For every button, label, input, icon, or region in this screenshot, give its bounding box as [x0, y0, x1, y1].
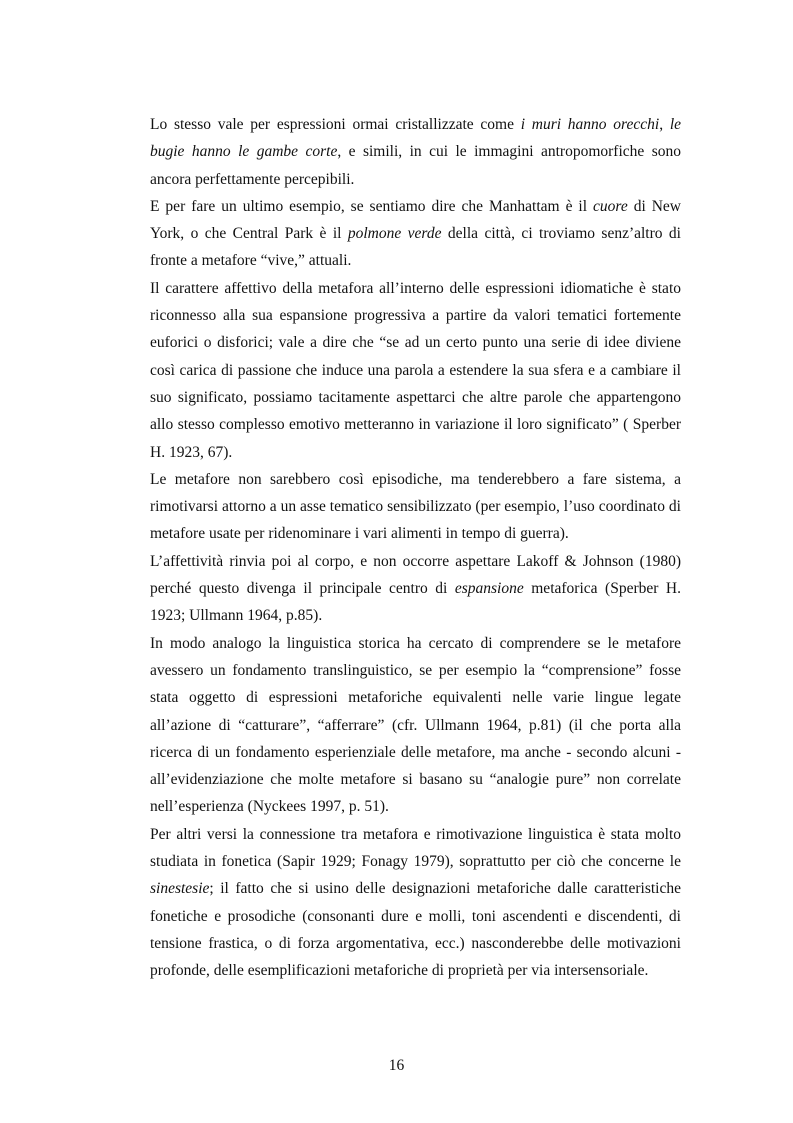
- paragraph-historical-linguistics: [150, 630, 681, 821]
- text-run: ; il fatto che si usino delle designazioni metaforiche dalle caratteristiche fonetiche e prosodiche (consonanti dure e molli, toni ascendenti e discendenti, di tensione frastica, o di forza argomentativa, ecc.) nasconderebbe delle motivazioni profonde, delle esemplificazioni metaforiche di proprietà per via intersensoriale.: [150, 880, 681, 980]
- text-run: L’affettività rinvia poi al corpo, e non occorre aspettare Lakoff & Johnson (1980) perché questo divenga il principale centro di: [150, 552, 681, 598]
- text-run: , e simili, in cui le immagini antropomorfiche sono ancora perfettamente percepibili.: [150, 143, 681, 188]
- text-run: ,: [659, 116, 670, 133]
- italic-run: le bugie hanno le gambe corte: [150, 116, 681, 161]
- document-body: [150, 111, 681, 985]
- text-run: metaforica (Sperber H. 1923; Ullmann 1964, p.85).: [150, 580, 681, 625]
- text-run: Per altri versi la connessione tra metafora e rimotivazione linguistica è stata molto studiata in fonetica (Sapir 1929; Fonagy 1979), soprattutto per ciò che concerne le: [150, 825, 681, 871]
- paragraph-affective-character: [150, 275, 681, 466]
- paragraph-manhattan: [150, 193, 681, 275]
- paragraph-body-expansion: [150, 548, 681, 630]
- paragraph-phonetics: [150, 821, 681, 985]
- text-run: di New York, o che Central Park è il: [150, 197, 681, 243]
- text-run: In modo analogo la linguistica storica ha cercato di comprendere se le metafore avessero un fondamento translinguistico, se per esempio la “comprensione” fosse stata oggetto di espressioni metaforiche equivalenti nelle varie lingue legate all’azione di “catturare”, “afferrare” (cfr. Ullmann 1964, p.81) (il che porta alla ricerca di un fondamento esperienziale delle metafore, ma anche - secondo alcuni - all’evidenziazione che molte metafore si basano su “analogie pure” non correlate nell’esperienza (Nyckees 1997, p. 51).: [150, 634, 681, 816]
- italic-run: espansione: [454, 580, 524, 598]
- text-run: Lo stesso vale per espressioni ormai cristallizzate come: [150, 116, 521, 133]
- text-run: della città, ci troviamo senz’altro di fronte a metafore “vive,” attuali.: [150, 225, 681, 270]
- text-run: Le metafore non sarebbero così episodiche, ma tenderebbero a fare sistema, a rimotivarsi attorno a un asse tematico sensibilizzato (per esempio, l’uso coordinato di metafore usate per ridenominare i vari alimenti in tempo di guerra).: [150, 470, 681, 543]
- italic-run: cuore: [593, 197, 628, 215]
- text-run: E per fare un ultimo esempio, se sentiamo dire che Manhattam è il: [150, 197, 594, 215]
- page-number: 16: [388, 1057, 405, 1074]
- paragraph-thematic-axis: [150, 466, 681, 548]
- italic-run: polmone verde: [347, 225, 442, 243]
- text-run: Il carattere affettivo della metafora all’interno delle espressioni idiomatiche è stato riconnesso alla sua espansione progressiva a partire da valori tematici fortemente euforici o disforici; vale a dire che “se ad un certo punto una serie di idee diviene così carica di passione che induce una parola a estendere la sua sfera e a cambiare il suo significato, possiamo tacitamente aspettarci che altre parole che appartengono allo stesso complesso emotivo metteranno in variazione il loro significato” ( Sperber H. 1923, 67).: [150, 279, 681, 461]
- italic-run: sinestesie: [150, 880, 210, 898]
- italic-run: i muri hanno orecchi: [520, 116, 660, 133]
- paragraph-idioms: [150, 111, 681, 193]
